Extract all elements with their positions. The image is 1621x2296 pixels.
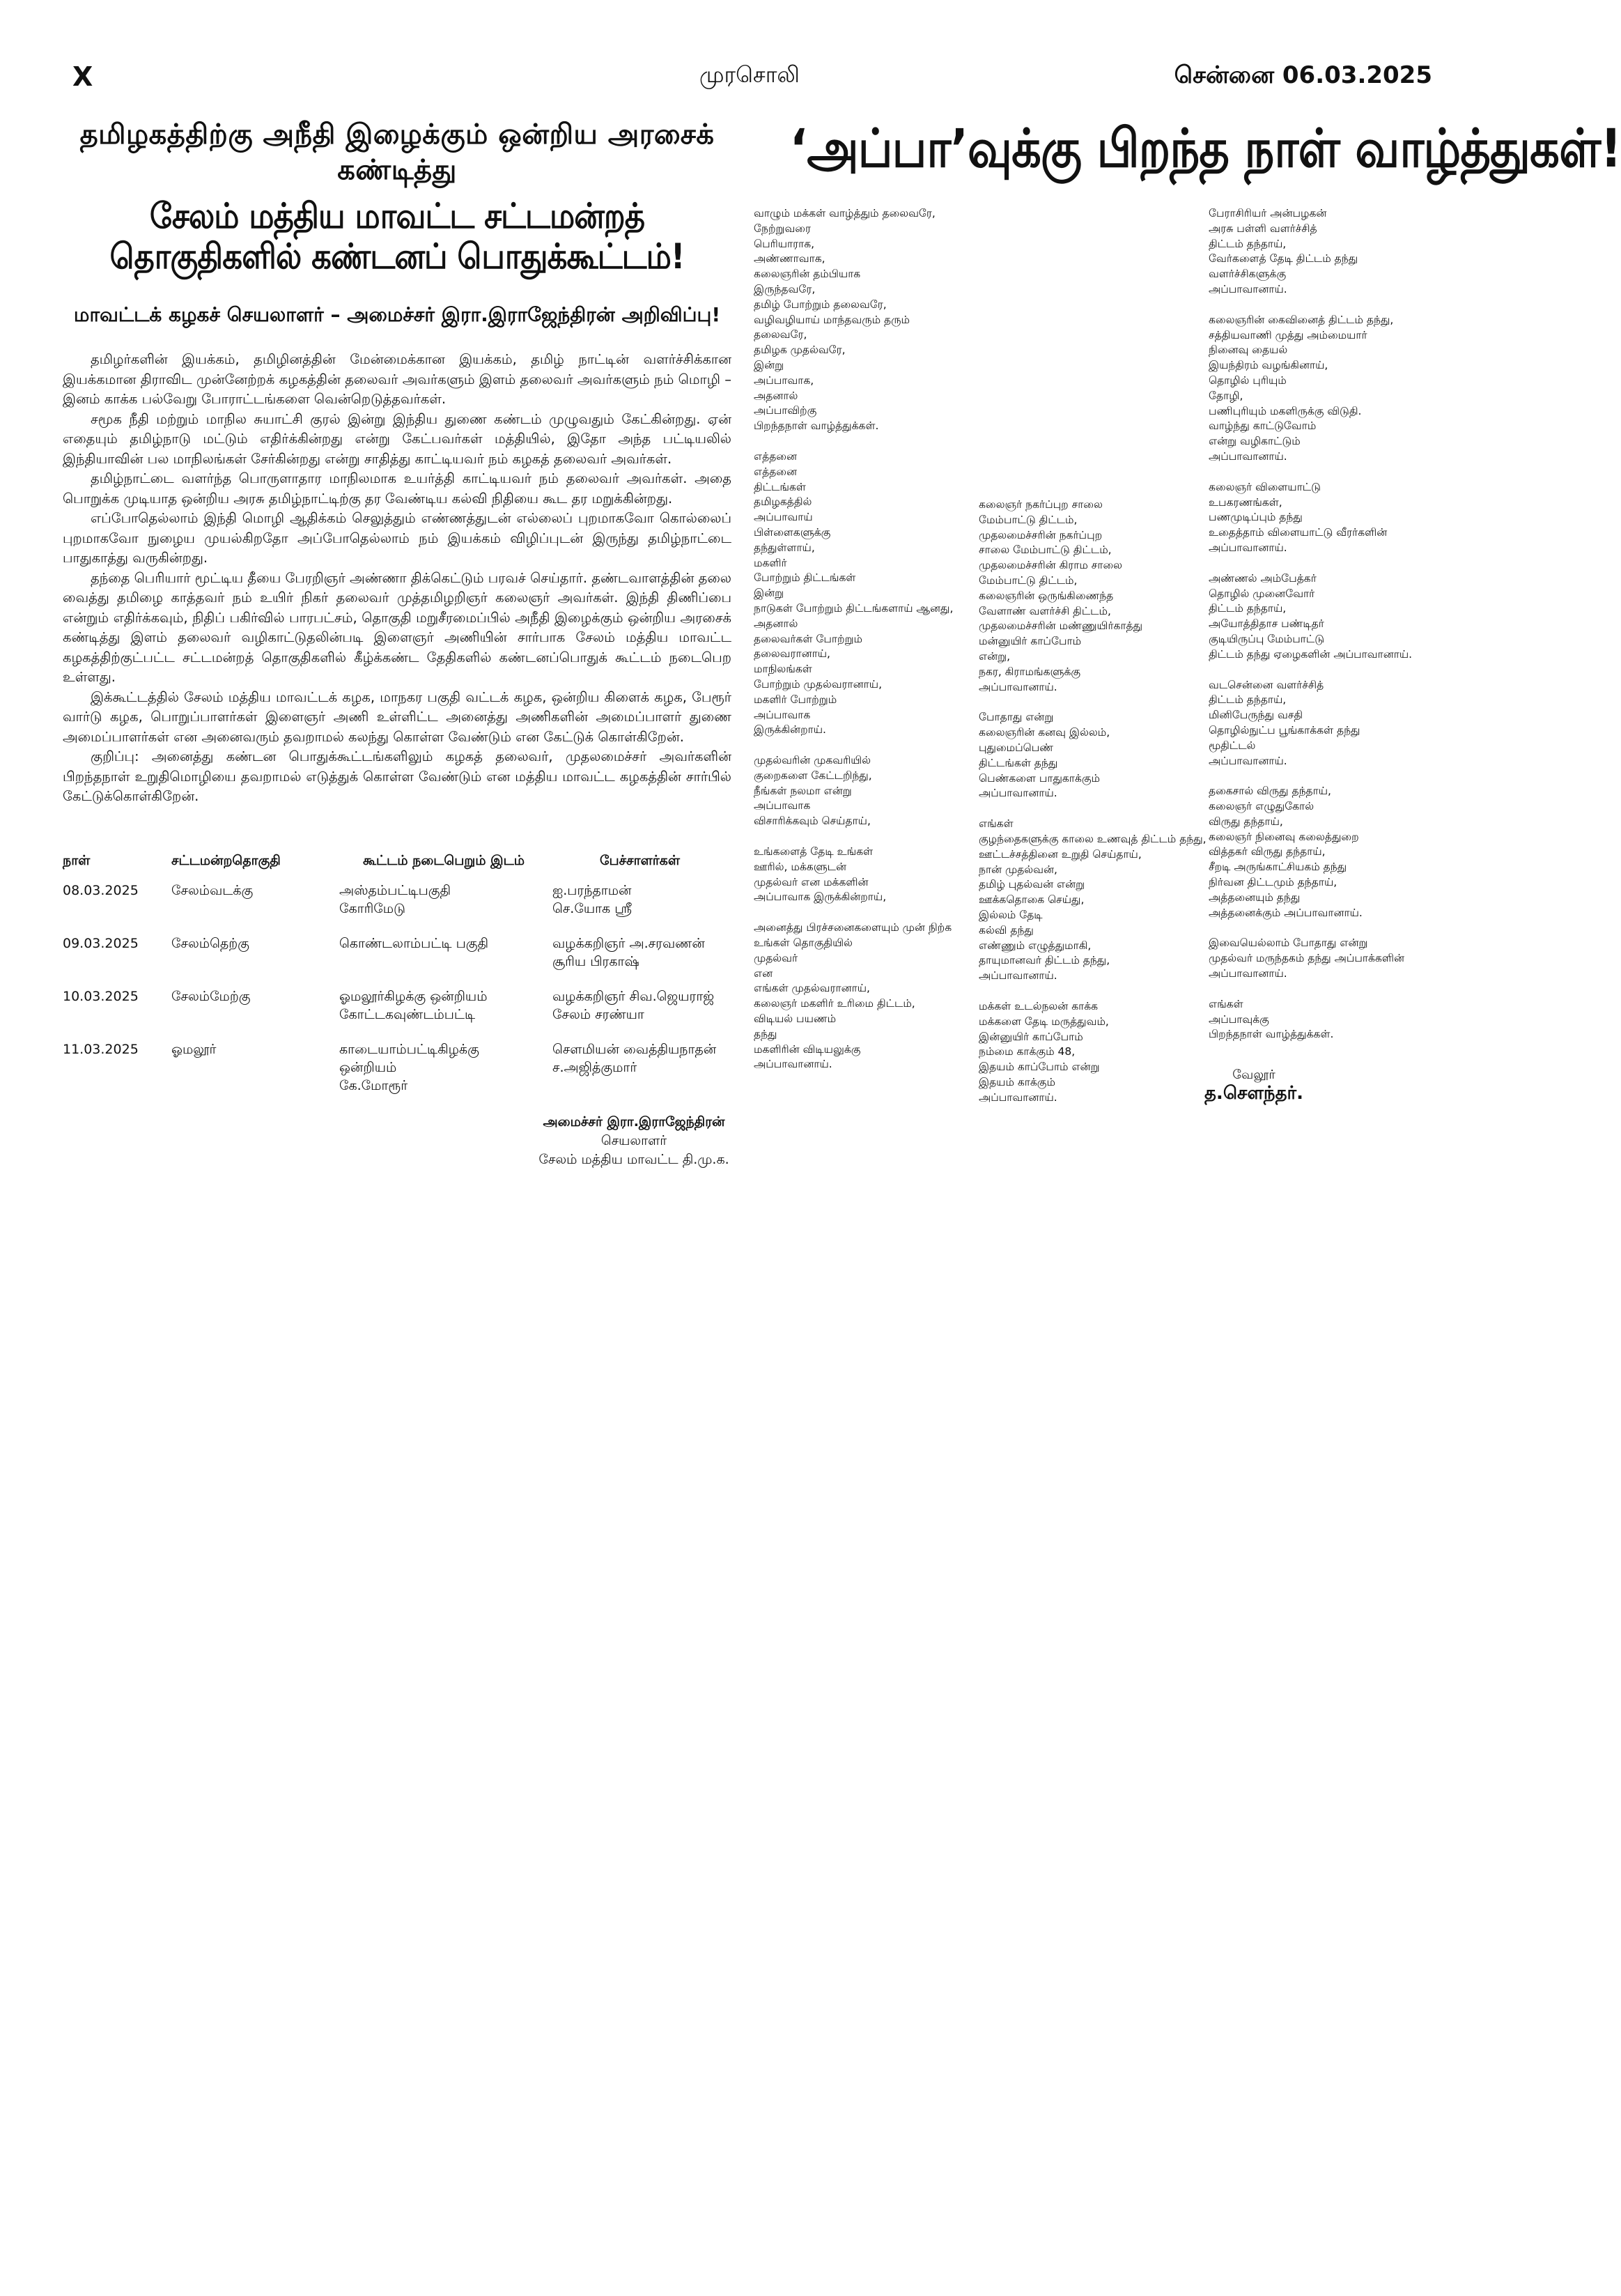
- table-cell-venue: காடையாம்பட்டிகிழக்கு ஒன்றியம் கே.மோரூர்: [339, 1041, 479, 1093]
- table-cell-speakers: வழக்கறிஞர் அ.சரவணன் சூரிய பிரகாஷ்: [552, 935, 705, 969]
- poem-line: தொழில் முனைவோர்: [1209, 587, 1315, 600]
- poem-line: வித்தகர் விருது தந்தாய்,: [1209, 845, 1326, 858]
- poet-name: த.சௌந்தர்.: [1204, 1083, 1303, 1104]
- poem-line: அப்பாவானாய்.: [1209, 967, 1287, 980]
- poem-stanza: [1209, 936, 1438, 981]
- table-cell-date: 10.03.2025: [63, 988, 139, 1004]
- poem-line: தந்துள்ளாய்,: [754, 541, 815, 554]
- poem-line: அப்பாவாக: [754, 799, 811, 812]
- poem-line: வளர்ச்சிகளுக்கு: [1209, 268, 1287, 281]
- column-header-venue: கூட்டம் நடைபெறும் இடம்: [362, 852, 525, 868]
- table-cell-speakers: ஐ.பரந்தாமன் செ.யோக ஸ்ரீ: [552, 882, 632, 916]
- table-cell-constituency: சேலம்தெற்கு: [171, 935, 249, 951]
- poem-line: என்று வழிகாட்டும்: [1209, 435, 1301, 448]
- poem-line: முதலமைச்சரின் கிராம சாலை: [979, 559, 1123, 572]
- poem-line: உங்கள் தொகுதியில்: [754, 937, 853, 950]
- poem-line: தகைசால் விருது தந்தாய்,: [1209, 785, 1331, 798]
- poem-line: பிறந்தநாள் வாழ்த்துக்கள்.: [1209, 1028, 1334, 1041]
- poem-line: திட்டம் தந்தாய்,: [1209, 602, 1287, 615]
- column-header-constituency: சட்டமன்றதொகுதி: [171, 852, 281, 868]
- poem-line: அப்பாவானாய்.: [1209, 449, 1287, 463]
- poem-line: தமிழ் போற்றும் தலைவரே,: [754, 298, 887, 311]
- article-paragraph: தமிழர்களின் இயக்கம், தமிழினத்தின் மேன்மைக்கான இயக்கம், தமிழ் நாட்டின் வளர்ச்சிக்கான இயக்கமான திராவிட முன்னேற்றக் கழகத்தின் தலைவர் அவர்களும் இளம் தலைவர் அவர்களும் நம் மொழி – இனம் காக்க பல்வேறு போராட்டங்களை வென்றெடுத்தவர்கள்.: [63, 351, 731, 407]
- poem-line: குறைகளை கேட்டறிந்து,: [754, 769, 872, 782]
- poem-line: அப்பாவானாய்.: [1209, 541, 1287, 554]
- article-paragraph: சமூக நீதி மற்றும் மாநில சுயாட்சி குரல் இன்று இந்திய துணை கண்டம் முழுவதும் கேட்கின்றது. ஏன் எதையும் தமிழ்நாடு மட்டும் எதிர்க்கின்றது என்று கேட்பவர்கள் மத்தியில், இதோ அந்த பட்டியலில் இந்தியாவின் பல மாநிலங்கள் சேர்கின்றது என்று சாதித்து காட்டியவர் நம் கழகத் தலைவர் அவர்கள்.: [63, 410, 731, 467]
- poem-line: இவையெல்லாம் போதாது என்று: [1209, 937, 1368, 950]
- poem-line: சாலை மேம்பாட்டு திட்டம்,: [979, 544, 1112, 557]
- poem-line: மேம்பாட்டு திட்டம்,: [979, 573, 1078, 587]
- poem-line: உதைத்தாம் விளையாட்டு வீரர்களின்: [1209, 526, 1388, 539]
- poem-line: பணமுடிப்பும் தந்து: [1209, 511, 1303, 524]
- poem-line: தலைவரானாய்,: [754, 647, 830, 661]
- table-header-row: [63, 850, 731, 877]
- greeting-title: ‘அப்பா’வுக்கு பிறந்த நாள் வாழ்த்துகள்!: [789, 117, 1621, 179]
- poem-line: எத்தனை: [754, 465, 797, 478]
- poem-line: கலைஞரின் தம்பியாக: [754, 268, 861, 281]
- poem-line: எங்கள்: [1209, 997, 1243, 1010]
- masthead: [67, 61, 1432, 96]
- poem-line: அப்பாவானாய்.: [754, 1058, 832, 1071]
- poem-line: நீங்கள் நலமா என்று: [754, 784, 852, 797]
- poem-line: தொழில்நுட்ப பூங்காக்கள் தந்து: [1209, 723, 1360, 737]
- poem-line: போதாது என்று: [979, 711, 1054, 724]
- poem-line: வேளாண் வளர்ச்சி திட்டம்,: [979, 604, 1111, 617]
- table-row: [63, 930, 731, 983]
- poem-line: போற்றும் முதல்வரானாய்,: [754, 677, 883, 691]
- poem-line: மேம்பாட்டு திட்டம்,: [979, 513, 1078, 526]
- poem-line: மன்னுயிர் காப்போம்: [979, 635, 1082, 648]
- poem-line: கலைஞரின் கனவு இல்லம்,: [979, 726, 1110, 739]
- poem-stanza: [979, 498, 1202, 695]
- poem-line: தோழி,: [1209, 389, 1243, 402]
- poem-line: வழிவழியாய் மாந்தவரும் தரும்: [754, 313, 910, 326]
- poem-line: என: [754, 966, 773, 980]
- poem-line: மகளிர்: [754, 556, 787, 569]
- signature-block: [481, 1113, 787, 1169]
- masthead-page-marker: X: [72, 61, 93, 92]
- poem-line: மூதிட்டல்: [1209, 739, 1256, 752]
- table-cell-venue: அஸ்தம்பட்டிபகுதி கோரிமேடு: [339, 882, 451, 916]
- article-kicker: தமிழகத்திற்கு அநீதி இழைக்கும் ஒன்றிய அரசைக் கண்டித்து: [79, 118, 715, 186]
- poem-line: உபகரணங்கள்,: [1209, 495, 1282, 509]
- poem-line: கலைஞர் விளையாட்டு: [1209, 480, 1321, 493]
- poem-line: முதல்வர் மருந்தகம் தந்து அப்பாக்களின்: [1209, 952, 1405, 965]
- poem-line: வாழும் மக்கள் வாழ்த்தும் தலைவரே,: [754, 207, 936, 219]
- poem-line: அப்பாவானாய்.: [979, 680, 1057, 693]
- poem-line: அப்பாவானாய்.: [979, 787, 1057, 800]
- poem-line: எத்தனை: [754, 449, 797, 463]
- poem-line: அப்பாவானாய்.: [1209, 282, 1287, 295]
- table-cell-venue: கொண்டலாம்பட்டி பகுதி: [339, 935, 489, 951]
- poem-stanza: [754, 845, 963, 905]
- poem-line: அப்பாவாய்: [754, 511, 813, 524]
- poem-line: தாயுமானவர் திட்டம் தந்து,: [979, 954, 1110, 967]
- poem-line: தமிழ் புதல்வன் என்று: [979, 878, 1085, 891]
- poem-stanza: [1209, 997, 1438, 1042]
- article-headline: சேலம் மத்திய மாவட்ட சட்டமன்றத் தொகுதிகளில் கண்டனப் பொதுக்கூட்டம்!: [109, 196, 685, 277]
- poem-line: எங்கள்: [979, 817, 1014, 831]
- poem-stanza: [1209, 313, 1438, 465]
- poem-line: மக்கள் உடல்நலன் காக்க: [979, 999, 1099, 1012]
- poem-line: இருந்தவரே,: [754, 282, 816, 295]
- article-paragraph: தந்தை பெரியார் மூட்டிய தீயை பேரறிஞர் அண்ணா திக்கெட்டும் பரவச் செய்தார். தண்டவாளத்தின் தலை வைத்து தமிழை காத்தவர் நம் உயிர் நிகர் தலைவர் முத்தமிழறிஞர் கலைஞர் அவர்கள். இந்தி திணிப்பை என்றும் எதிர்க்கவும், நிதிப் பகிர்வில் பாரபட்சம், தொகுதி மறுசீரமைப்பில் அநீதி இழைக்கும் ஒன்றிய அரசைக் கண்டித்து இளம் தலைவர் வழிகாட்டுதலின்படி இளைஞர் அணியின் சார்பாக சேலம் மத்திய மாவட்ட கழகத்திற்குட்பட்ட சட்டமன்றத் தொகுதிகளில் கீழ்க்கண்ட தேதிகளில் கண்டனப்பொதுக் கூட்டம் நடைபெற உள்ளது.: [63, 569, 731, 685]
- announcement-article: [63, 118, 731, 1167]
- poem-line: விசாரிக்கவும் செய்தாய்,: [754, 815, 871, 828]
- poem-line: அயோத்திதாச பண்டிதர்: [1209, 617, 1324, 631]
- table-body: [63, 877, 731, 1107]
- poem-line: தந்து: [754, 1027, 777, 1040]
- poem-line: அத்தனையும் தந்து: [1209, 891, 1301, 904]
- birthday-greeting: [749, 117, 1621, 187]
- poem-line: மக்களை தேடி மருத்துவம்,: [979, 1015, 1109, 1028]
- poem-column-2: [979, 498, 1207, 1120]
- poem-line: ஊரில், மக்களுடன்: [754, 860, 847, 873]
- poem-stanza: [754, 920, 963, 1072]
- poem-line: கலைஞரின் ஒருங்கிணைந்த: [979, 589, 1114, 602]
- table-row: [63, 1036, 731, 1107]
- article-paragraph: குறிப்பு: அனைத்து கண்டன பொதுக்கூட்டங்களிலும் கழகத் தலைவர், முதலமைச்சர் அவர்களின் பிறந்தநாள் உறுதிமொழியை தவறாமல் எடுத்துக் கொள்ள வேண்டும் என மத்திய மாவட்ட கழகத்தின் சார்பில் கேட்டுக்கொள்கிறேன்.: [63, 748, 731, 804]
- column-header-date: நாள்: [63, 852, 91, 868]
- poem-line: அப்பாவாக,: [754, 373, 814, 387]
- poem-line: புதுமைப்பெண்: [979, 741, 1053, 754]
- poem-line: நாடுகள் போற்றும் திட்டங்களாய் ஆனது,: [754, 601, 954, 615]
- poem-line: பெரியாராக,: [754, 237, 815, 250]
- table-row: [63, 877, 731, 930]
- poem-line: நகர, கிராமங்களுக்கு: [979, 665, 1081, 678]
- poem-line: அப்பாவிற்கு: [754, 404, 817, 417]
- poem-line: பணிபுரியும் மகளிருக்கு விடுதி.: [1209, 404, 1362, 417]
- poem-line: பிறந்தநாள் வாழ்த்துக்கள்.: [754, 419, 879, 433]
- column-header-speakers: பேச்சாளர்கள்: [600, 852, 680, 868]
- poem-line: அரசு பள்ளி வளர்ச்சித்: [1209, 222, 1317, 235]
- poem-line: கலைஞர் நினைவு கலைத்துறை: [1209, 830, 1359, 843]
- poem-line: போற்றும் திட்டங்கள்: [754, 571, 856, 585]
- poem-line: ஊட்டச்சத்தினை உறுதி செய்தாய்,: [979, 847, 1142, 861]
- table-cell-date: 11.03.2025: [63, 1041, 139, 1057]
- poem-line: தொழில் புரியும்: [1209, 373, 1287, 387]
- poem-line: அப்பாவாக இருக்கின்றாய்,: [754, 891, 887, 904]
- meeting-schedule-table: [63, 850, 731, 1107]
- poem-line: இன்று: [754, 358, 784, 371]
- poem-line: அனைத்து பிரச்சனைகளையும் முன் நிற்க: [754, 921, 952, 934]
- table-cell-date: 08.03.2025: [63, 882, 139, 898]
- poem-line: எண்ணும் எழுத்துமாகி,: [979, 939, 1092, 952]
- poem-stanza: [754, 206, 963, 434]
- poem-line: எங்கள் முதல்வரானாய்,: [754, 982, 870, 995]
- poem-line: உங்களைத் தேடி உங்கள்: [754, 845, 874, 858]
- poem-stanza: [1209, 784, 1438, 920]
- poem-line: சத்தியவாணி முத்து அம்மையார்: [1209, 328, 1367, 341]
- poem-line: நான் முதல்வன்,: [979, 863, 1057, 876]
- poem-line: முதலமைச்சரின் நகர்ப்புற: [979, 528, 1103, 541]
- table-cell-venue: ஓமலூர்கிழக்கு ஒன்றியம் கோட்டகவுண்டம்பட்டி: [339, 988, 488, 1022]
- poem-line: அதனால்: [754, 617, 798, 630]
- poem-line: வாழ்ந்து காட்டுவோம்: [1209, 419, 1317, 433]
- poem-line: கலைஞர் நகர்ப்புற சாலை: [979, 498, 1103, 511]
- poem-line: அண்ணல் அம்பேத்கர்: [1209, 571, 1317, 585]
- poem-line: முதல்வரின் முகவரியில்: [754, 754, 871, 767]
- poem-stanza: [979, 710, 1202, 801]
- poem-line: தலைவர்கள் போற்றும்: [754, 632, 863, 645]
- poem-line: விருது தந்தாய்,: [1209, 815, 1283, 828]
- poem-line: குழந்தைகளுக்கு காலை உணவுத் திட்டம் தந்து,: [979, 832, 1207, 845]
- poem-line: அதனால்: [754, 389, 798, 402]
- poem-line: இல்லம் தேடி: [979, 908, 1043, 921]
- poem-line: முதலமைச்சரின் மண்ணுயிர்காத்து: [979, 619, 1143, 633]
- poem-line: திட்டங்கள் தந்து: [979, 756, 1058, 769]
- poem-line: நினைவு தையல்: [1209, 344, 1288, 357]
- poem-line: அப்பாவுக்கு: [1209, 1012, 1269, 1026]
- signatory-organisation: சேலம் மத்திய மாவட்ட தி.மு.க.: [538, 1152, 729, 1167]
- table-cell-constituency: சேலம்மேற்கு: [171, 988, 251, 1004]
- poem-stanza: [979, 817, 1207, 984]
- poem-line: அப்பாவானாய்.: [979, 969, 1057, 983]
- poem-line: திட்டம் தந்தாய்,: [1209, 693, 1287, 707]
- poem-line: இன்னுயிர் காப்போம்: [979, 1030, 1083, 1043]
- poem-stanza: [1209, 206, 1438, 298]
- poem-line: முதல்வர்: [754, 951, 798, 964]
- table-cell-speakers: சௌமியன் வைத்தியநாதன் ச.அஜித்குமார்: [552, 1041, 717, 1075]
- poem-line: நிர்வன திட்டமும் தந்தாய்,: [1209, 876, 1337, 889]
- table-cell-date: 09.03.2025: [63, 935, 139, 951]
- poem-line: அப்பாவாக: [754, 708, 811, 721]
- poem-line: கல்வி தந்து: [979, 923, 1034, 937]
- poem-line: பேராசிரியர் அன்பழகன்: [1209, 207, 1327, 219]
- poem-line: திட்டங்கள்: [754, 480, 806, 493]
- table-cell-constituency: ஓமலூர்: [171, 1041, 217, 1057]
- poem-line: மகளிரின் விடியலுக்கு: [754, 1042, 861, 1056]
- poem-stanza: [1209, 571, 1438, 663]
- poem-stanza: [1209, 480, 1438, 556]
- article-body: [63, 350, 731, 807]
- table-row: [63, 983, 731, 1036]
- poet-credit: [1142, 1066, 1365, 1102]
- poem-line: இன்று: [754, 587, 784, 600]
- poem-line: மகளிர் போற்றும்: [754, 693, 837, 706]
- article-paragraph: எப்போதெல்லாம் இந்தி மொழி ஆதிக்கம் செலுத்தும் எண்ணத்துடன் எல்லைப் புறமாகவோ கொல்லைப் புறமாகவோ நுழைய முயல்கிறதோ அப்போதெல்லாம் நம் இயக்கம் விழிப்புடன் இருந்து தமிழ்நாட்டை பாதுகாத்து வருகின்றது.: [63, 510, 731, 566]
- poem-line: விடியல் பயணம்: [754, 1012, 837, 1026]
- signatory-role: செயலாளர்: [600, 1133, 667, 1148]
- poem-line: தலைவரே,: [754, 328, 807, 341]
- poem-line: மினிபேருந்து வசதி: [1209, 709, 1303, 722]
- table-cell-speakers: வழக்கறிஞர் சிவ.ஜெயராஜ் சேலம் சரண்யா: [552, 988, 715, 1022]
- poem-line: தமிழகத்தில்: [754, 495, 812, 509]
- poem-line: இருக்கின்றாய்.: [754, 723, 826, 737]
- poet-place: வேலூர்: [1232, 1068, 1275, 1082]
- poem-line: கலைஞர் எழுதுகோல்: [1209, 800, 1314, 813]
- poem-line: நேற்றுவரை: [754, 222, 811, 235]
- poem-line: என்று,: [979, 649, 1011, 663]
- table-cell-constituency: சேலம்வடக்கு: [171, 882, 254, 898]
- article-byline: மாவட்டக் கழகச் செயலாளர் – அமைச்சர் இரா.இராஜேந்திரன் அறிவிப்பு!: [73, 303, 721, 326]
- poem-line: குடியிருப்பு மேம்பாட்டு: [1209, 632, 1325, 645]
- poem-column-1: [754, 206, 963, 1088]
- poem-line: அத்தனைக்கும் அப்பாவானாய்.: [1209, 906, 1363, 919]
- poem-line: கலைஞர் மகளிர் உரிமை திட்டம்,: [754, 997, 915, 1010]
- poem-line: வடசென்னை வளர்ச்சித்: [1209, 678, 1324, 691]
- poem-line: அப்பாவானாய்.: [1209, 754, 1287, 767]
- poem-line: பெண்களை பாதுகாக்கும்: [979, 771, 1100, 785]
- poem-line: அப்பாவானாய்.: [979, 1091, 1057, 1104]
- poem-line: சீறடி அருங்காட்சியகம் தந்து: [1209, 861, 1347, 874]
- poem-stanza: [754, 753, 963, 829]
- signatory-name: அமைச்சர் இரா.இராஜேந்திரன்: [543, 1114, 725, 1130]
- poem-line: ஊக்கதொகை செய்து,: [979, 893, 1085, 907]
- poem-line: மாநிலங்கள்: [754, 663, 812, 676]
- poem-line: நம்மை காக்கும் 48,: [979, 1045, 1076, 1058]
- poem-line: வேர்களைத் தேடி திட்டம் தந்து: [1209, 252, 1358, 265]
- poem-stanza: [754, 449, 963, 738]
- article-paragraph: தமிழ்நாட்டை வளர்ந்த பொருளாதார மாநிலமாக உயர்த்தி காட்டியவர் நம் தலைவர் அவர்கள். அதை பொறுக்க முடியாத ஒன்றிய அரசு தமிழ்நாட்டிற்கு தர வேண்டிய கல்வி நிதியை கூட தர மறுக்கின்றது.: [63, 470, 731, 507]
- poem-line: பிள்ளைகளுக்கு: [754, 525, 831, 539]
- poem-line: திட்டம் தந்து ஏழைகளின் அப்பாவானாய்.: [1209, 647, 1413, 661]
- poem-line: இதயம் காக்கும்: [979, 1075, 1055, 1088]
- poem-stanza: [1209, 678, 1438, 769]
- poem-line: திட்டம் தந்தாய்,: [1209, 237, 1287, 250]
- masthead-newspaper-name: முரசொலி: [699, 61, 800, 88]
- poem-line: கலைஞரின் கைவினைத் திட்டம் தந்து,: [1209, 313, 1394, 326]
- article-paragraph: இக்கூட்டத்தில் சேலம் மத்திய மாவட்டக் கழக, மாநகர பகுதி வட்டக் கழக, ஒன்றிய கிளைக் கழக, பேரூர் வார்டு கழக, பொறுப்பாளர்கள் இளைஞர் அணி உள்ளிட்ட அனைத்து அணிகளின் அமைப்பாளர் துணை அமைப்பாளர்கள் என அனைவரும் தவறாமல் கலந்து கொள்ள வேண்டும் என கேட்டுக் கொள்கிறேன்.: [63, 688, 731, 745]
- poem-line: அண்ணாவாக,: [754, 252, 825, 265]
- poem-line: முதல்வர் என மக்களின்: [754, 875, 869, 888]
- poem-line: தமிழக முதல்வரே,: [754, 344, 846, 357]
- poem-line: இயந்திரம் வழங்கினாய்,: [1209, 359, 1328, 372]
- poem-column-3: [1209, 206, 1438, 1058]
- masthead-dateline: சென்னை 06.03.2025: [1174, 61, 1432, 89]
- poem-line: இதயம் காப்போம் என்று: [979, 1061, 1100, 1074]
